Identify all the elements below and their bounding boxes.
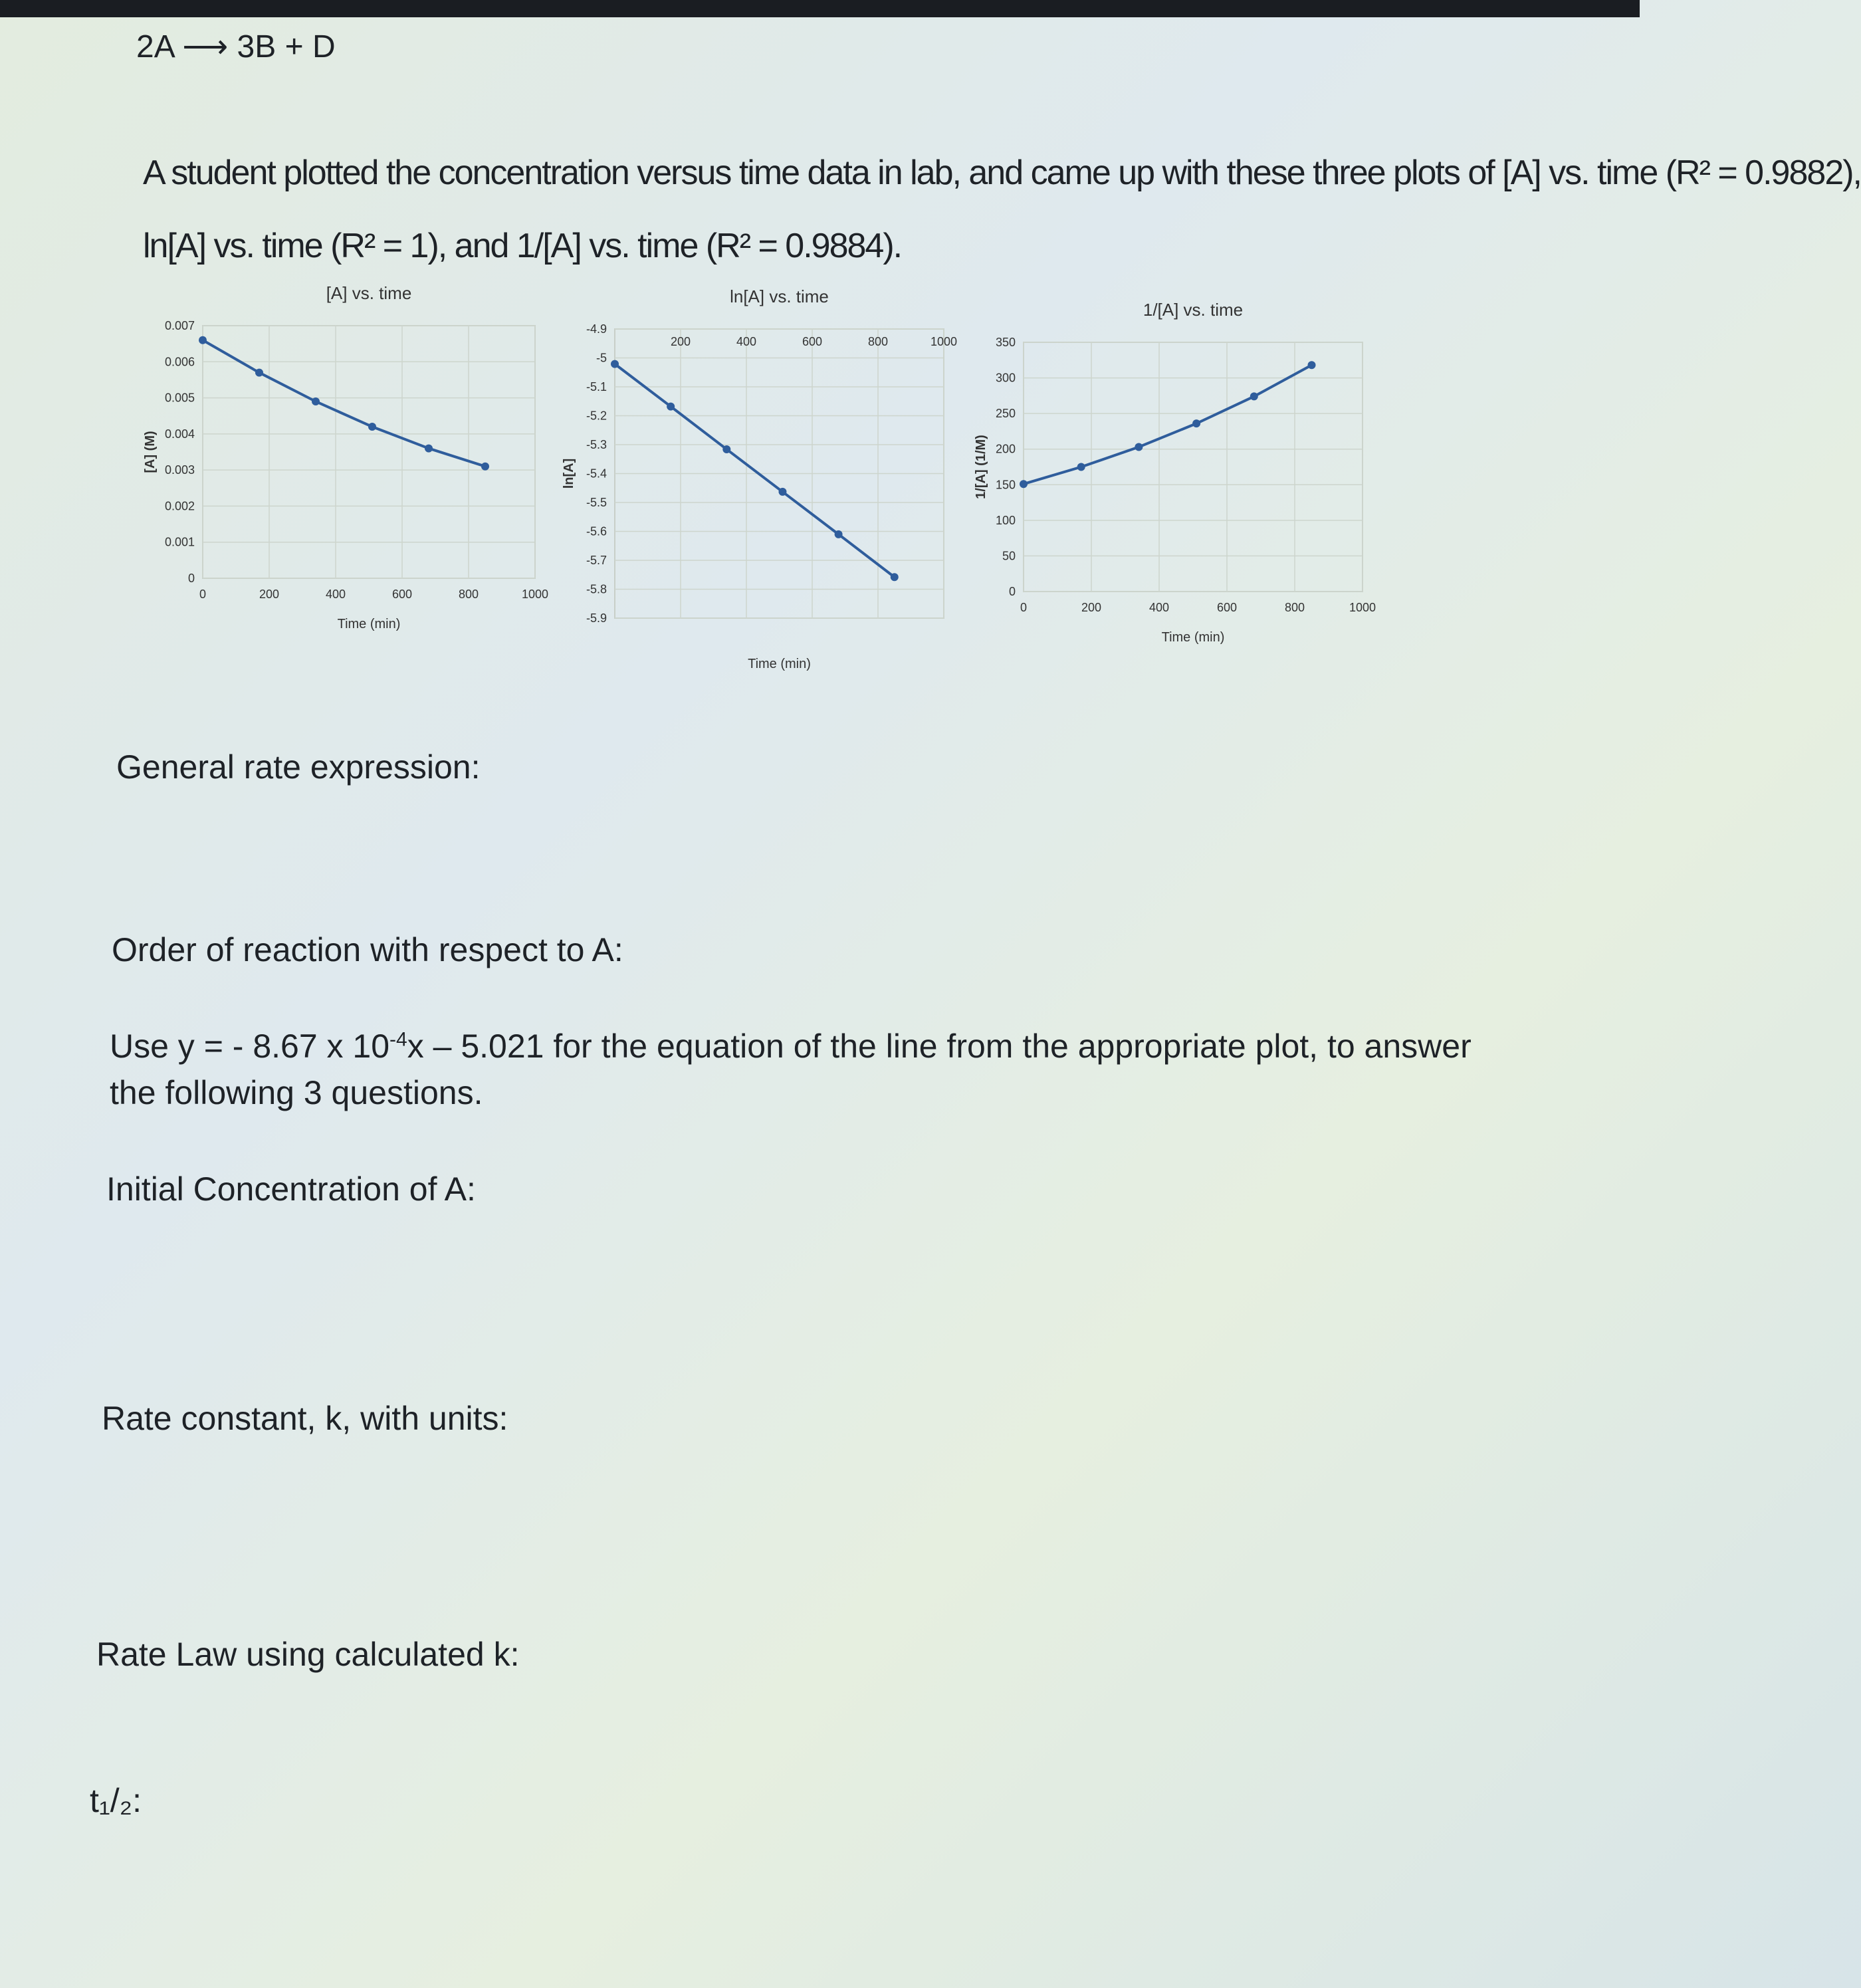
- x-tick-label: 1000: [1349, 601, 1376, 614]
- x-tick-label: 800: [458, 588, 479, 601]
- x-tick-label: 800: [867, 335, 889, 348]
- y-tick-label: -5.1: [586, 380, 607, 393]
- series-line: [1024, 365, 1312, 484]
- chart-title: ln[A] vs. time: [730, 286, 829, 306]
- x-tick-label: 400: [325, 588, 346, 601]
- x-tick-label: 200: [1081, 601, 1102, 614]
- data-point: [611, 360, 619, 368]
- y-tick-label: -5.6: [586, 524, 607, 538]
- x-axis-label: Time (min): [748, 657, 811, 671]
- x-tick-label: 600: [802, 335, 823, 348]
- data-point: [1077, 463, 1085, 471]
- intro-text: [143, 136, 1861, 282]
- use-equation-part-2: x – 5.021 for the equation of the line from the appropriate plot, to answer: [407, 1028, 1472, 1065]
- y-tick-label: 350: [995, 336, 1016, 349]
- chart-inverse-a-vs-time: [970, 286, 1382, 658]
- data-point: [312, 397, 320, 405]
- use-equation-part-1: Use y = - 8.67 x 10: [110, 1028, 390, 1065]
- screen-bezel: [0, 0, 1640, 17]
- chart-a-vs-time: [140, 273, 552, 645]
- data-point: [1020, 480, 1028, 488]
- x-tick-label: 600: [1216, 601, 1238, 614]
- chart-title: 1/[A] vs. time: [1143, 300, 1244, 320]
- chart-ln-a-vs-time: [558, 279, 958, 671]
- data-point: [199, 336, 207, 344]
- y-tick-label: 300: [995, 371, 1016, 385]
- y-tick-label: -5.4: [586, 467, 607, 481]
- series-line: [203, 340, 485, 467]
- y-tick-label: 50: [1002, 549, 1016, 563]
- use-equation-line-1: [110, 1027, 1472, 1065]
- y-tick-label: 0.005: [164, 391, 195, 405]
- intro-line-1: A student plotted the concentration versus time data in lab, and came up with these three plots of [A] vs. time (R² = 0.9882),: [143, 154, 1861, 192]
- y-tick-label: 0.007: [164, 319, 195, 332]
- x-tick-label: 600: [391, 588, 413, 601]
- x-tick-label: 0: [199, 588, 207, 601]
- data-point: [1308, 361, 1316, 369]
- chart-title: [A] vs. time: [326, 283, 412, 303]
- y-tick-label: 0.003: [164, 463, 195, 477]
- y-axis-label: ln[A]: [562, 458, 576, 489]
- y-tick-label: 0.006: [164, 355, 195, 369]
- data-point: [1192, 419, 1200, 427]
- y-axis-label: [A] (M): [143, 431, 158, 473]
- data-point: [481, 463, 489, 471]
- x-tick-label: 1000: [521, 588, 549, 601]
- y-tick-label: -4.9: [586, 322, 607, 336]
- data-point: [1250, 392, 1258, 400]
- x-tick-label: 200: [670, 335, 691, 348]
- data-point: [835, 530, 843, 538]
- x-tick-label: 800: [1284, 601, 1305, 614]
- y-tick-label: -5.8: [586, 582, 607, 596]
- use-equation-line-2: the following 3 questions.: [110, 1074, 483, 1111]
- intro-line-2: ln[A] vs. time (R² = 1), and 1/[A] vs. time (R² = 0.9884).: [143, 227, 902, 265]
- y-tick-label: -5.7: [586, 554, 607, 567]
- data-point: [778, 488, 786, 496]
- y-tick-label: -5.2: [586, 409, 607, 423]
- y-tick-label: 0.001: [164, 535, 195, 549]
- y-tick-label: -5.3: [586, 438, 607, 451]
- use-equation-exponent: -4: [389, 1028, 407, 1051]
- plot-area: [1024, 342, 1363, 592]
- series-line: [615, 364, 895, 578]
- y-tick-label: 0: [187, 572, 195, 585]
- half-life-label: t₁/₂:: [90, 1782, 142, 1819]
- y-tick-label: 100: [995, 513, 1016, 527]
- y-tick-label: 0.002: [164, 499, 195, 513]
- y-tick-label: 200: [995, 442, 1016, 456]
- x-tick-label: 400: [736, 335, 757, 348]
- reaction-equation: 2A ⟶ 3B + D: [136, 29, 336, 64]
- data-point: [667, 403, 675, 411]
- plot-area: [203, 326, 535, 578]
- x-axis-label: Time (min): [1161, 630, 1225, 645]
- general-rate-label: General rate expression:: [116, 748, 481, 786]
- rate-constant-label: Rate constant, k, with units:: [102, 1400, 508, 1437]
- x-tick-label: 200: [259, 588, 280, 601]
- rate-law-label: Rate Law using calculated k:: [96, 1636, 520, 1673]
- data-point: [1135, 443, 1143, 451]
- x-tick-label: 1000: [930, 335, 958, 348]
- y-tick-label: -5: [596, 351, 607, 365]
- initial-concentration-label: Initial Concentration of A:: [106, 1170, 476, 1208]
- data-point: [255, 369, 263, 377]
- x-tick-label: 0: [1020, 601, 1028, 614]
- data-point: [368, 423, 376, 431]
- y-tick-label: -5.5: [586, 496, 607, 509]
- y-axis-label: 1/[A] (1/M): [974, 435, 988, 499]
- data-point: [722, 445, 730, 453]
- y-tick-label: -5.9: [586, 611, 607, 625]
- data-point: [891, 573, 899, 581]
- order-label: Order of reaction with respect to A:: [112, 931, 623, 968]
- y-tick-label: 250: [995, 407, 1016, 421]
- data-point: [425, 445, 433, 453]
- y-tick-label: 0: [1008, 585, 1016, 598]
- x-axis-label: Time (min): [337, 617, 401, 631]
- x-tick-label: 400: [1149, 601, 1170, 614]
- y-tick-label: 0.004: [164, 427, 195, 441]
- y-tick-label: 150: [995, 478, 1016, 492]
